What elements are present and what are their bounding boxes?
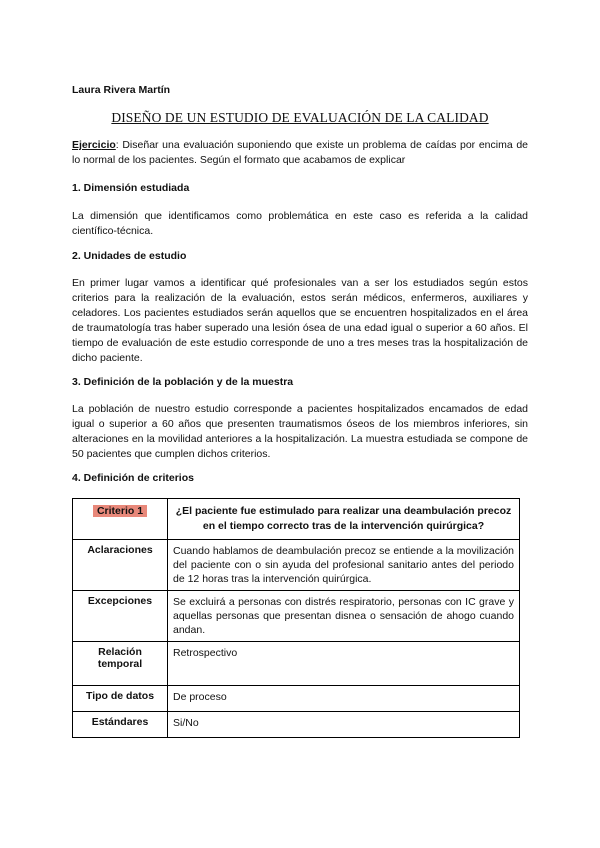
- author-name: Laura Rivera Martín: [72, 84, 171, 96]
- exercise-text: : Diseñar una evaluación suponiendo que existe un problema de caídas por encima de lo normal de los pacientes. Según el formato que acabamos de explicar: [72, 139, 528, 166]
- row-label: Aclaraciones: [73, 540, 168, 591]
- exercise-paragraph: [72, 138, 528, 168]
- section-heading-units: 2. Unidades de estudio: [72, 250, 187, 262]
- row-label: Relación temporal: [73, 642, 168, 686]
- row-value: Retrospectivo: [168, 642, 520, 686]
- document-title: DISEÑO DE UN ESTUDIO DE EVALUACIÓN DE LA CALIDAD: [111, 110, 489, 125]
- criteria-table: [72, 498, 520, 738]
- criterion-label: Criterio 1: [93, 505, 147, 517]
- row-value: De proceso: [168, 686, 520, 712]
- criterion-question: ¿El paciente fue estimulado para realizar una deambulación precoz en el tiempo correcto tras de la intervención quirúrgica?: [168, 499, 520, 540]
- table-row: [73, 686, 520, 712]
- row-value: Si/No: [168, 712, 520, 738]
- row-label: Estándares: [73, 712, 168, 738]
- table-row: [73, 712, 520, 738]
- section-paragraph-dimension: La dimensión que identificamos como problemática en este caso es referida a la calidad científico-técnica.: [72, 210, 528, 237]
- section-paragraph-population: La población de nuestro estudio corresponde a pacientes hospitalizados encamados de edad igual o superior a 60 años que presenten traumatismos óseos de los miembros inferiores, sin alteraciones en la movilidad anteriores a la hospitalización. La muestra estudiada se compone de 50 pacientes que cumplen dichos criterios.: [72, 403, 528, 460]
- section-heading-dimension: 1. Dimensión estudiada: [72, 182, 190, 194]
- row-value: Se excluirá a personas con distrés respiratorio, personas con IC grave y aquellas personas que presentan disnea o sensación de ahogo cuando andan.: [168, 591, 520, 642]
- row-value: Cuando hablamos de deambulación precoz se entiende a la movilización del paciente con o sin ayuda del profesional sanitario antes del periodo de 12 horas tras la intervención quirúrgica.: [168, 540, 520, 591]
- section-heading-population: 3. Definición de la población y de la muestra: [72, 376, 294, 388]
- table-row: [73, 591, 520, 642]
- exercise-label: Ejercicio: [72, 139, 116, 151]
- criteria-header-row: [73, 499, 520, 540]
- row-label: Tipo de datos: [73, 686, 168, 712]
- table-row: [73, 642, 520, 686]
- section-paragraph-units: En primer lugar vamos a identificar qué profesionales van a ser los estudiados según estos criterios para la realización de la evaluación, estos serán médicos, enfermeros, auxiliares y celadores. Los pacientes estudiados serán aquellos que se encuentren hospitalizados en el área de traumatología tras haber superado una lesión ósea de una edad igual o superior a 60 años. El tiempo de evaluación de este estudio corresponde de uno a tres meses tras la hospitalización de dicho paciente.: [72, 277, 528, 364]
- table-row: [73, 540, 520, 591]
- section-heading-criteria: 4. Definición de criterios: [72, 472, 194, 484]
- row-label: Excepciones: [73, 591, 168, 642]
- criterion-cell: [73, 499, 168, 540]
